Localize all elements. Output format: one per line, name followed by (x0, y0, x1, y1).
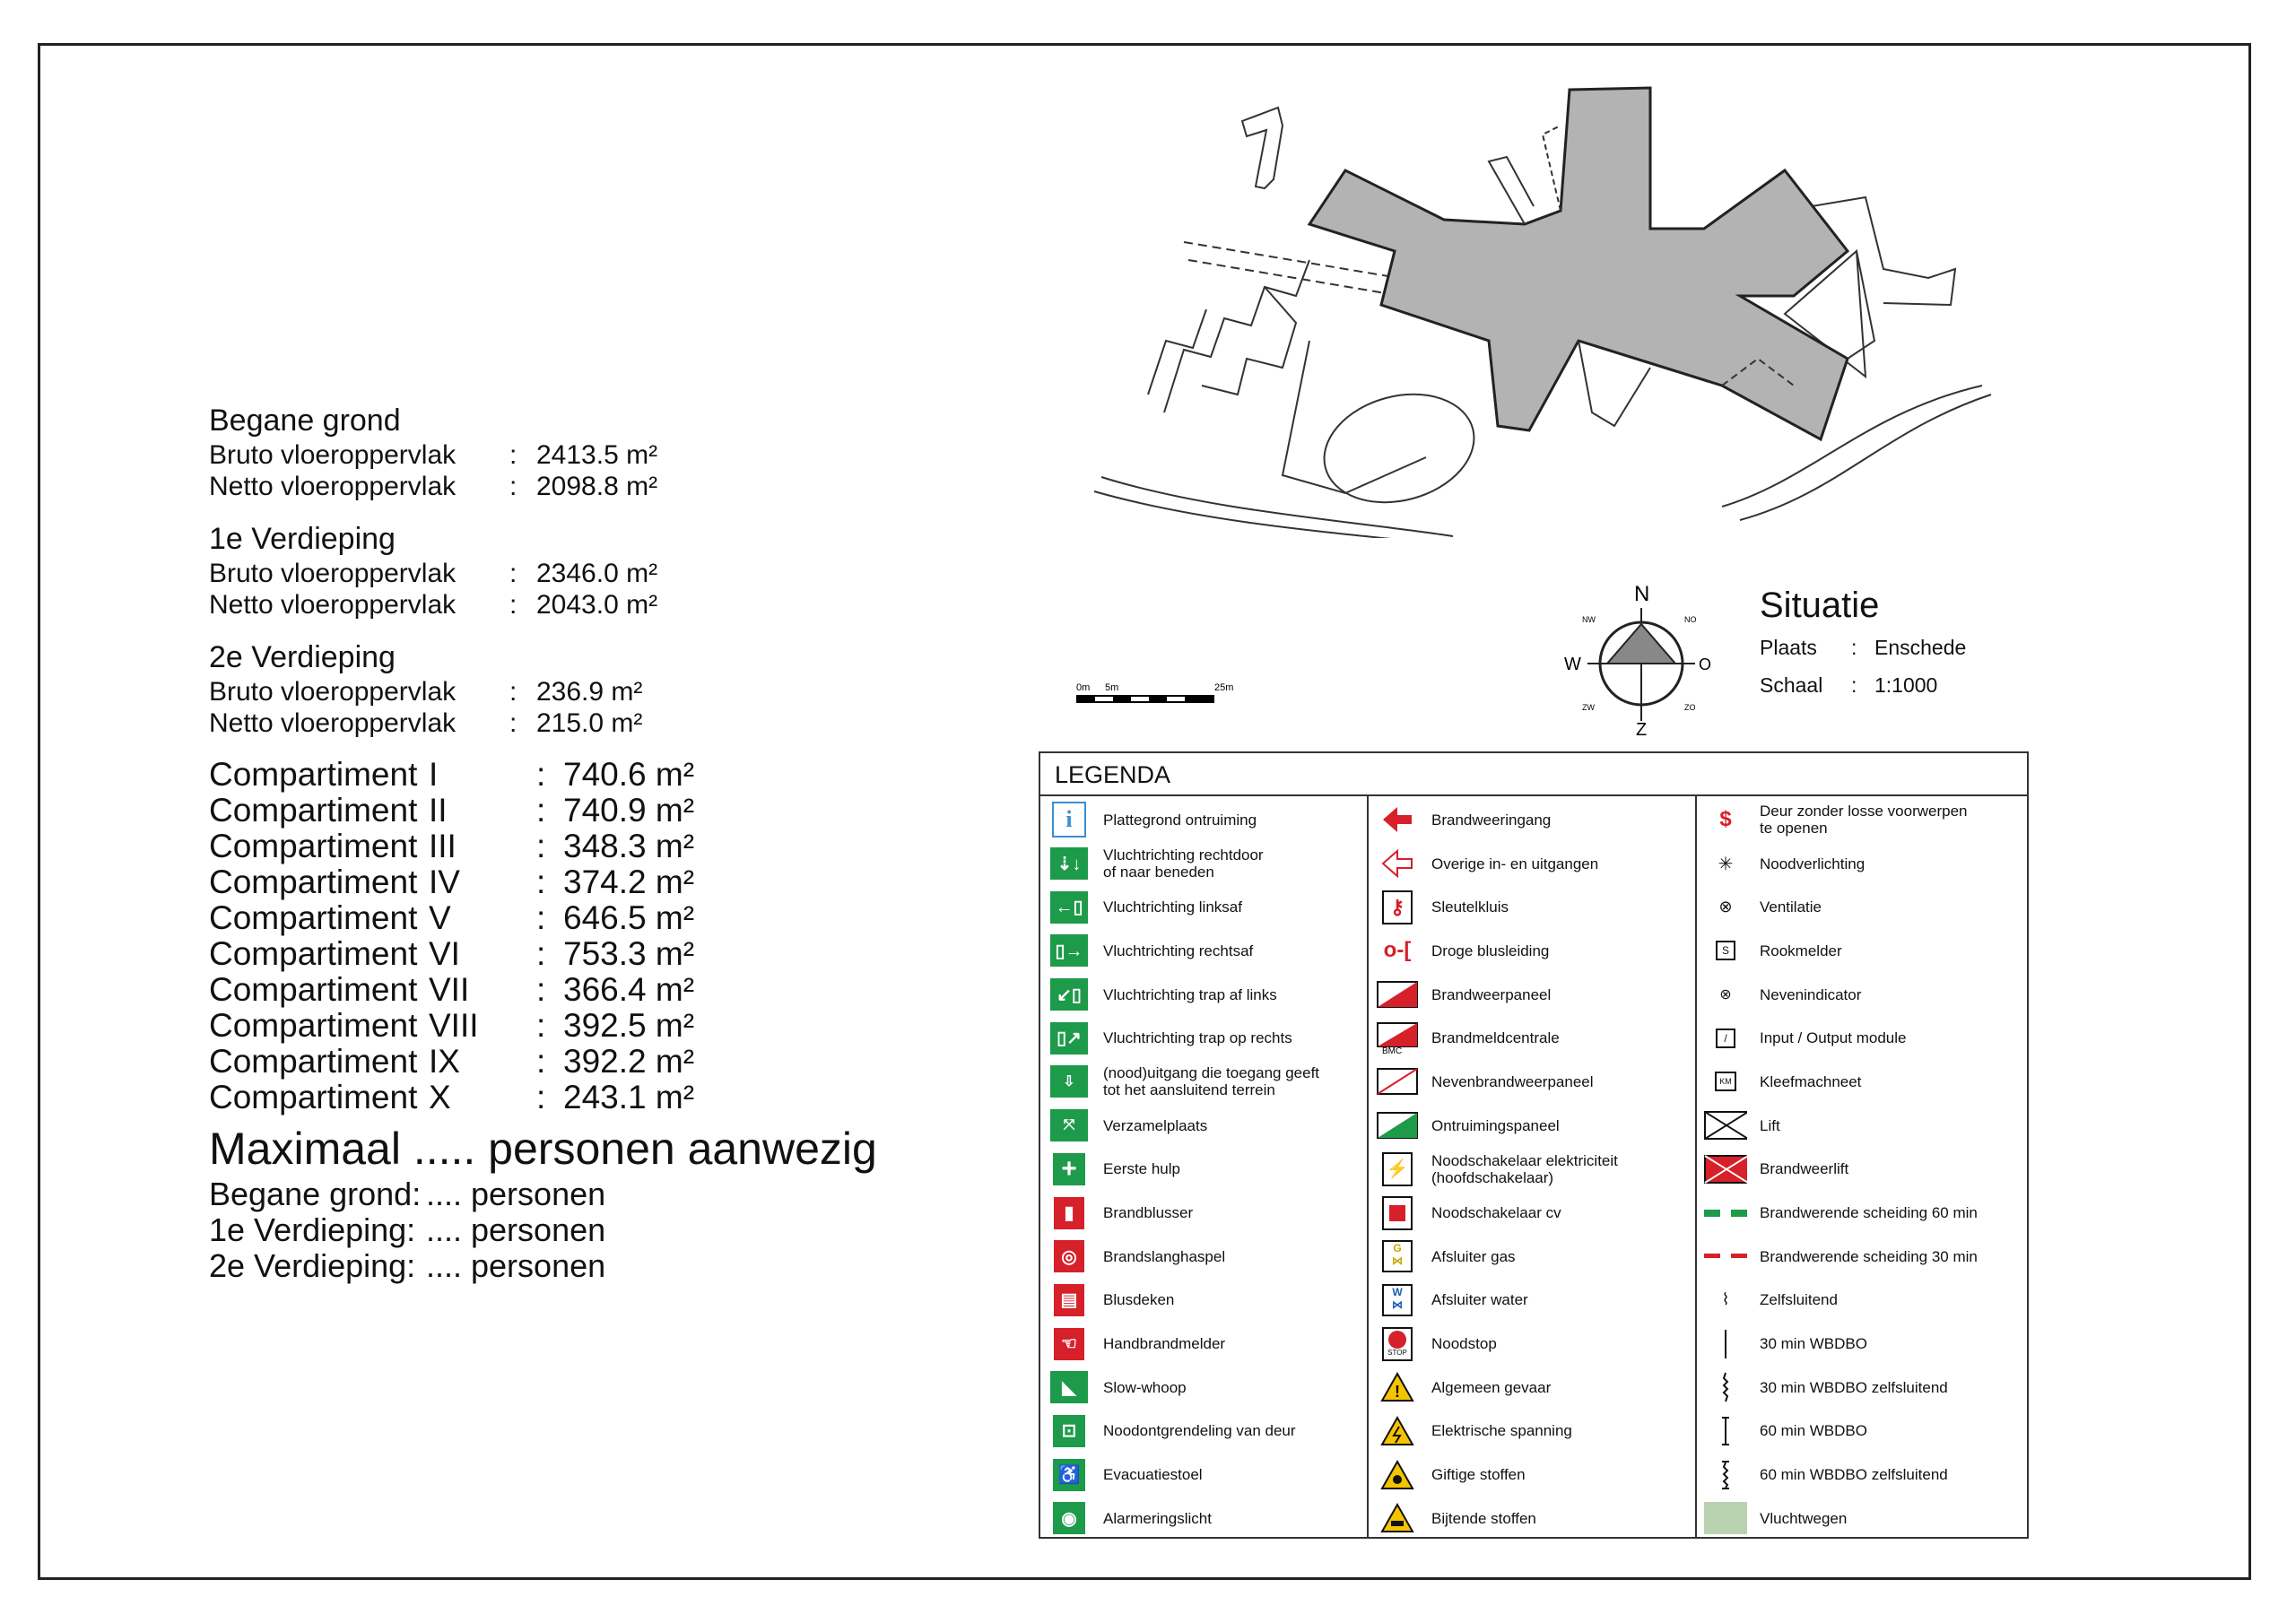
area-value: 2346.0 m² (536, 559, 658, 588)
area-summary (209, 402, 1016, 1284)
legend-item (1040, 1016, 1367, 1060)
legend-label: 30 min WBDBO zelfsluitend (1760, 1378, 1948, 1396)
area-row (209, 558, 1016, 589)
situatie-label: Plaats (1760, 636, 1817, 659)
compartment-label: Compartiment (209, 828, 418, 864)
wbdbo-60-icon (1704, 1414, 1747, 1448)
door-release-icon: ⊡ (1048, 1414, 1091, 1448)
legend-label: Vluchtrichting rechtsaf (1103, 942, 1254, 959)
legend-label: Noodverlichting (1760, 855, 1866, 872)
toxic-icon (1376, 1458, 1419, 1492)
legend-item (1697, 1453, 2027, 1497)
compass-n: N (1634, 582, 1650, 606)
compass-rose (1561, 581, 1722, 738)
legend-label: Alarmeringslicht (1103, 1509, 1212, 1527)
compartment-value: 243.1 m² (563, 1079, 695, 1115)
area-row (209, 471, 1016, 502)
legend-item (1697, 885, 2027, 929)
compartment-row (209, 864, 1016, 900)
info-icon: i (1048, 803, 1091, 837)
emergency-stop-icon: STOP (1376, 1327, 1419, 1361)
legend-label: Sleutelkluis (1431, 898, 1509, 916)
legend-label: Algemeen gevaar (1431, 1378, 1552, 1396)
compartment-row (209, 1044, 1016, 1080)
situatie-title: Situatie (1760, 586, 1880, 625)
compartment-row (209, 757, 1016, 793)
situatie-row (1760, 667, 1966, 703)
persons-value: .... personen (426, 1176, 606, 1212)
legend-label: Vluchtwegen (1760, 1509, 1848, 1527)
compartment-number: IV (429, 864, 460, 900)
compass-nw: NW (1582, 615, 1596, 624)
legend-item (1697, 798, 2027, 842)
legend-item (1697, 1104, 2027, 1148)
legend-item (1697, 1148, 2027, 1192)
compartment-row (209, 829, 1016, 864)
svg-text:BMC: BMC (1382, 1046, 1403, 1055)
persons-row (209, 1176, 1016, 1212)
legend-item (1369, 1104, 1695, 1148)
area-value: 215.0 m² (536, 708, 643, 738)
legend-label: Vluchtrichting trap op rechts (1103, 1029, 1292, 1047)
legend-label: Brandweerpaneel (1431, 985, 1552, 1003)
legend-label: Deur zonder losse voorwerpen te openen (1760, 803, 1968, 838)
scale-bar (1073, 674, 1252, 710)
persons-list (209, 1176, 1016, 1284)
emergency-exit-area-icon: ⇩ (1048, 1064, 1091, 1098)
legend-item (1369, 1016, 1695, 1060)
legend-item (1697, 929, 2027, 973)
legend-item (1040, 929, 1367, 973)
smoke-detector-icon: S (1704, 933, 1747, 968)
fire-wall-60-icon (1704, 1196, 1747, 1230)
situatie-value: Enschede (1874, 636, 1967, 659)
fire-alarm-central-icon (1376, 1021, 1419, 1055)
compartment-number: I (429, 756, 439, 793)
compartment-number: III (429, 828, 457, 864)
compartment-number: VI (429, 935, 460, 972)
dry-riser-icon: o-[ (1383, 938, 1412, 963)
legend-label: Blusdeken (1103, 1291, 1175, 1309)
legend-label: Verzamelplaats (1103, 1116, 1208, 1134)
area-row (209, 707, 1016, 739)
first-aid-icon: + (1048, 1152, 1091, 1186)
compartment-number: X (429, 1079, 451, 1115)
fire-lift-icon (1704, 1152, 1747, 1186)
corrosive-icon (1376, 1501, 1419, 1535)
area-label: Netto vloeroppervlak (209, 472, 457, 501)
legend-item (1369, 1148, 1695, 1192)
escape-straight-down-icon: ⇣↓ (1048, 846, 1091, 881)
legend-item (1040, 1060, 1367, 1104)
area-label: Bruto vloeroppervlak (209, 559, 457, 588)
fire-blanket-icon: ▤ (1048, 1283, 1091, 1317)
legend-label: Vluchtrichting trap af links (1103, 985, 1277, 1003)
compartment-value: 646.5 m² (563, 899, 695, 936)
legend-label: Vluchtrichting rechtdoor of naar beneden (1103, 846, 1264, 881)
area-section (209, 520, 1016, 621)
building-footprint (1309, 88, 1848, 439)
legend-label: Nevenindicator (1760, 985, 1862, 1003)
compartment-row (209, 1008, 1016, 1044)
fire-alarm-button-icon: ☜ (1048, 1327, 1091, 1361)
separator: : (536, 1043, 546, 1080)
legend-item (1369, 973, 1695, 1017)
legend-label: Brandwerende scheiding 60 min (1760, 1204, 1978, 1222)
alarm-light-icon: ◉ (1048, 1501, 1091, 1535)
compartment-label: Compartiment (209, 1043, 418, 1080)
legend-label: Ventilatie (1760, 898, 1822, 916)
fire-brigade-entrance-icon (1376, 803, 1419, 837)
legend-label: Plattegrond ontruiming (1103, 811, 1257, 829)
legend-label: Brandslanghaspel (1103, 1247, 1226, 1265)
scale-label-25: 25m (1214, 682, 1234, 693)
scale-label-5: 5m (1105, 682, 1119, 693)
persons-value: .... personen (426, 1247, 606, 1284)
separator: : (536, 828, 546, 864)
legend-label: Rookmelder (1760, 942, 1842, 959)
legend-label: Afsluiter gas (1431, 1247, 1516, 1265)
legend-item (1040, 842, 1367, 886)
legend-item (1040, 1279, 1367, 1323)
other-entrance-icon (1376, 846, 1419, 881)
assembly-point-icon: ⤧ (1048, 1108, 1091, 1142)
legend-item (1697, 1322, 2027, 1366)
separator: : (536, 756, 546, 793)
legend-label: Lift (1760, 1116, 1780, 1134)
compartment-label: Compartiment (209, 756, 418, 793)
legend-label: Noodontgrendeling van deur (1103, 1422, 1296, 1440)
legend-item (1369, 885, 1695, 929)
wbdbo-30-icon (1704, 1327, 1747, 1361)
separator: : (1851, 636, 1857, 659)
separator: : (536, 1007, 546, 1044)
separator: : (509, 590, 517, 620)
compartment-label: Compartiment (209, 864, 418, 900)
escape-left-icon: ←▯ (1048, 890, 1091, 924)
wbdbo-60-self-icon (1704, 1458, 1747, 1492)
compartment-label: Compartiment (209, 792, 418, 829)
area-value: 2043.0 m² (536, 590, 658, 620)
legend-item (1697, 1060, 2027, 1104)
fire-panel-icon (1376, 977, 1419, 1011)
gas-valve-icon: G ⋈ (1376, 1239, 1419, 1273)
compartment-value: 392.2 m² (563, 1043, 695, 1080)
separator: : (536, 935, 546, 972)
legend-item (1040, 1410, 1367, 1454)
legend-label: Brandblusser (1103, 1204, 1194, 1222)
legend-label: Vluchtrichting linksaf (1103, 898, 1242, 916)
legend-item (1697, 1191, 2027, 1235)
compartment-label: Compartiment (209, 1007, 418, 1044)
legend-label: Brandweeringang (1431, 811, 1552, 829)
compartment-label: Compartiment (209, 935, 418, 972)
legend-label: Input / Output module (1760, 1029, 1907, 1047)
situatie-value: 1:1000 (1874, 673, 1938, 697)
compartment-value: 753.3 m² (563, 935, 695, 972)
compartment-value: 374.2 m² (563, 864, 695, 900)
area-value: 2413.5 m² (536, 440, 658, 470)
situatie-row (1760, 629, 1966, 665)
secondary-fire-panel-icon (1376, 1064, 1419, 1098)
legend-item (1040, 1148, 1367, 1192)
fire-hose-reel-icon: ◎ (1048, 1239, 1091, 1273)
legend-item (1697, 973, 2027, 1017)
legend-label: Handbrandmelder (1103, 1335, 1226, 1353)
separator: : (509, 472, 517, 501)
area-section (209, 402, 1016, 502)
persons-label: 2e Verdieping: (209, 1247, 416, 1284)
persons-label: 1e Verdieping: (209, 1211, 416, 1248)
legend-item (1369, 798, 1695, 842)
compartment-row (209, 936, 1016, 972)
escape-route-icon (1704, 1501, 1747, 1535)
legend-item (1697, 1410, 2027, 1454)
escape-stairs-down-left-icon: ↙▯ (1048, 977, 1091, 1011)
compartment-number: VIII (429, 1007, 479, 1044)
legend-label: Brandweerlift (1760, 1160, 1849, 1178)
legend-item (1040, 1366, 1367, 1410)
legend-item (1369, 842, 1695, 886)
legend-label: 30 min WBDBO (1760, 1335, 1867, 1353)
legend-item (1040, 1453, 1367, 1497)
area-label: Netto vloeroppervlak (209, 590, 457, 620)
separator: : (536, 1079, 546, 1115)
legend-label: Brandwerende scheiding 30 min (1760, 1247, 1978, 1265)
lift-icon (1704, 1108, 1747, 1142)
compass-w: W (1564, 655, 1581, 674)
legend-title: LEGENDA (1040, 753, 2027, 796)
escape-stairs-up-right-icon: ▯↗ (1048, 1021, 1091, 1055)
legend-label: 60 min WBDBO zelfsluitend (1760, 1466, 1948, 1484)
compartment-value: 348.3 m² (563, 828, 695, 864)
compartment-value: 366.4 m² (563, 971, 695, 1008)
electrical-danger-icon (1376, 1414, 1419, 1448)
compartment-row (209, 793, 1016, 829)
separator: : (1851, 673, 1857, 697)
separator: : (509, 677, 517, 707)
compass-zo: ZO (1684, 703, 1696, 712)
evacuation-panel-icon (1376, 1108, 1419, 1142)
legend (1039, 751, 2029, 1539)
legend-item (1369, 1322, 1695, 1366)
persons-value: .... personen (426, 1211, 606, 1248)
area-row (209, 589, 1016, 621)
compartment-row (209, 972, 1016, 1008)
legend-item (1040, 885, 1367, 929)
legend-label: 60 min WBDBO (1760, 1422, 1867, 1440)
compartment-label: Compartiment (209, 1079, 418, 1115)
emergency-light-icon: ✳ (1718, 854, 1734, 874)
legend-label: Eerste hulp (1103, 1160, 1180, 1178)
persons-label: Begane grond: (209, 1176, 422, 1212)
compass-zw: ZW (1582, 703, 1595, 712)
legend-item (1040, 1322, 1367, 1366)
io-module-icon: / (1704, 1021, 1747, 1055)
legend-item (1369, 1410, 1695, 1454)
legend-label: Noodschakelaar elektriciteit (hoofdschakelaar) (1431, 1151, 1618, 1186)
compartment-list (209, 757, 1016, 1115)
escape-right-icon: ▯→ (1048, 933, 1091, 968)
separator: : (536, 792, 546, 829)
persons-row (209, 1248, 1016, 1284)
legend-item (1040, 1235, 1367, 1279)
legend-label: Nevenbrandweerpaneel (1431, 1072, 1594, 1090)
key-safe-icon: ⚷ (1376, 890, 1419, 924)
wbdbo-30-self-icon (1704, 1370, 1747, 1404)
area-row (209, 676, 1016, 707)
legend-label: Afsluiter water (1431, 1291, 1528, 1309)
general-danger-icon (1376, 1370, 1419, 1404)
legend-item (1369, 1235, 1695, 1279)
self-closing-icon: ⌇ (1721, 1290, 1730, 1309)
compass-o: O (1699, 655, 1712, 673)
legend-item (1697, 1279, 2027, 1323)
separator: : (536, 971, 546, 1008)
section-title: Begane grond (209, 404, 401, 438)
compartment-number: VII (429, 971, 470, 1008)
separator: : (509, 559, 517, 588)
situatie-label: Schaal (1760, 673, 1823, 697)
electric-switch-icon: ⚡ (1376, 1152, 1419, 1186)
separator: : (536, 899, 546, 936)
legend-label: Slow-whoop (1103, 1378, 1187, 1396)
legend-label: Giftige stoffen (1431, 1466, 1526, 1484)
compartment-row (209, 1080, 1016, 1115)
area-row (209, 439, 1016, 471)
water-valve-icon: W ⋈ (1376, 1283, 1419, 1317)
compartment-row (209, 900, 1016, 936)
legend-label: Bijtende stoffen (1431, 1509, 1536, 1527)
legend-label: Noodstop (1431, 1335, 1497, 1353)
separator: : (536, 864, 546, 900)
compass-no: NO (1684, 615, 1697, 624)
legend-label: (nood)uitgang die toegang geeft tot het aansluitend terrein (1103, 1064, 1320, 1099)
legend-column-2 (1369, 796, 1697, 1537)
indicator-icon: ⊗ (1719, 987, 1732, 1003)
site-plan (1076, 72, 2027, 538)
legend-item (1697, 1235, 2027, 1279)
legend-label: Elektrische spanning (1431, 1422, 1572, 1440)
legend-item (1369, 1497, 1695, 1541)
slow-whoop-icon: ◣ (1048, 1370, 1091, 1404)
legend-item (1697, 1497, 2027, 1541)
fire-extinguisher-icon: ▮ (1048, 1196, 1091, 1230)
area-section (209, 638, 1016, 739)
legend-item (1369, 1060, 1695, 1104)
compartment-value: 392.5 m² (563, 1007, 695, 1044)
svg-text:!: ! (1395, 1383, 1400, 1402)
legend-item (1040, 1497, 1367, 1541)
compartment-number: IX (429, 1043, 460, 1080)
compartment-label: Compartiment (209, 971, 418, 1008)
area-label: Bruto vloeroppervlak (209, 440, 457, 470)
legend-label: Brandmeldcentrale (1431, 1029, 1560, 1047)
legend-label: Overige in- en uitgangen (1431, 855, 1599, 872)
heating-switch-icon (1376, 1196, 1419, 1230)
legend-item (1369, 929, 1695, 973)
compartment-number: II (429, 792, 448, 829)
max-persons-heading: Maximaal ..... personen aanwezig (209, 1124, 877, 1174)
section-title: 2e Verdieping (209, 640, 396, 674)
compartment-value: 740.9 m² (563, 792, 695, 829)
legend-label: Ontruimingspaneel (1431, 1116, 1560, 1134)
legend-item (1697, 1366, 2027, 1410)
legend-column-3 (1697, 796, 2027, 1537)
legend-item (1369, 1453, 1695, 1497)
area-value: 236.9 m² (536, 677, 643, 707)
legend-item (1369, 1191, 1695, 1235)
section-title: 1e Verdieping (209, 522, 396, 556)
compass-z: Z (1636, 720, 1648, 738)
situatie-block (1760, 583, 1966, 703)
scale-label-0: 0m (1076, 682, 1091, 693)
ventilation-icon: ⊗ (1718, 898, 1733, 916)
legend-item (1040, 1191, 1367, 1235)
legend-label: Evacuatiestoel (1103, 1466, 1203, 1484)
separator: : (509, 708, 517, 738)
compartment-value: 740.6 m² (563, 756, 695, 793)
evacuation-chair-icon: ♿ (1048, 1458, 1091, 1492)
area-label: Bruto vloeroppervlak (209, 677, 457, 707)
fire-wall-30-icon (1704, 1239, 1747, 1273)
separator: : (509, 440, 517, 470)
legend-item (1040, 973, 1367, 1017)
legend-label: Noodschakelaar cv (1431, 1204, 1561, 1222)
legend-column-1 (1040, 796, 1369, 1537)
legend-label: Droge blusleiding (1431, 942, 1550, 959)
legend-item (1369, 1279, 1695, 1323)
legend-label: Zelfsluitend (1760, 1291, 1838, 1309)
magnet-icon: KM (1704, 1064, 1747, 1098)
compartment-number: V (429, 899, 451, 936)
legend-item (1040, 1104, 1367, 1148)
compartment-label: Compartiment (209, 899, 418, 936)
legend-item (1040, 798, 1367, 842)
legend-item (1697, 842, 2027, 886)
legend-item (1369, 1366, 1695, 1410)
dollar-door-icon: $ (1719, 807, 1732, 832)
area-label: Netto vloeroppervlak (209, 708, 457, 738)
legend-item (1697, 1016, 2027, 1060)
area-value: 2098.8 m² (536, 472, 658, 501)
legend-label: Kleefmachneet (1760, 1072, 1862, 1090)
persons-row (209, 1212, 1016, 1248)
